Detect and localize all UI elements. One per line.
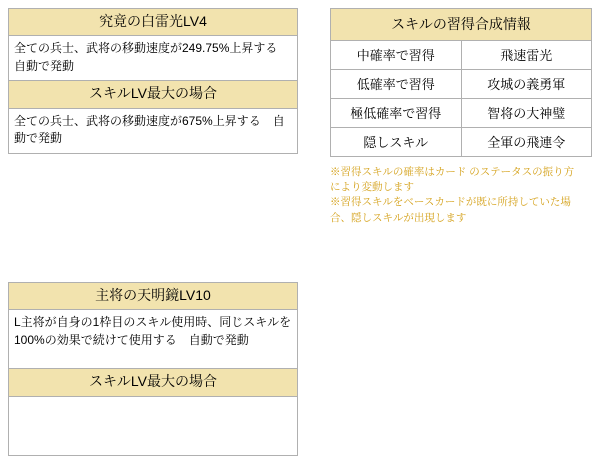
- acquire-rate-label: 低確率で習得: [331, 70, 462, 99]
- note-line: 合、隠しスキルが出現します: [330, 211, 467, 224]
- skill-max-level-header: スキルLV最大の場合: [9, 80, 297, 108]
- skill-title: 主将の天明鏡LV10: [9, 283, 297, 310]
- skill-acquisition-table: [330, 8, 592, 157]
- acquisition-notes: [330, 165, 602, 226]
- table-row: [331, 99, 592, 128]
- table-header-row: [331, 9, 592, 41]
- acquire-skill-name: 飛速雷光: [461, 41, 592, 70]
- table-row: [331, 41, 592, 70]
- acquire-skill-name: 智将の大神璧: [461, 99, 592, 128]
- skill-max-level-description: [9, 397, 297, 455]
- acquire-rate-label: 隠しスキル: [331, 128, 462, 157]
- skill-description: L主将が自身の1枠目のスキル使用時、同じスキルを100%の効果で続けて使用する 自動で発動: [14, 315, 292, 347]
- skill-card-panel: [8, 8, 298, 154]
- table-row: [331, 70, 592, 99]
- skill-max-level-description: 全ての兵士、武将の移動速度が675%上昇する 自動で発動: [14, 113, 285, 146]
- note-line: により変動します: [330, 181, 414, 194]
- skill-acquisition-table-panel: [330, 8, 592, 157]
- table-row: [331, 128, 592, 157]
- table-title: スキルの習得合成情報: [331, 9, 592, 41]
- skill-max-level-header: スキルLV最大の場合: [9, 368, 297, 396]
- acquire-skill-name: 全軍の飛連令: [461, 128, 592, 157]
- skill-title: 究竟の白雷光LV4: [9, 9, 297, 36]
- note-line: ※習得スキルの確率はカード のステータスの振り方: [330, 166, 575, 178]
- acquire-skill-name: 攻城の義勇軍: [461, 70, 592, 99]
- acquire-rate-label: 極低確率で習得: [331, 99, 462, 128]
- skill-card-panel: [8, 282, 298, 456]
- acquire-rate-label: 中確率で習得: [331, 41, 462, 70]
- note-line: ※習得スキルをベースカードが既に所持していた場: [330, 196, 571, 209]
- skill-description: 全ての兵士、武将の移動速度が249.75%上昇する 自動で発動: [14, 41, 290, 73]
